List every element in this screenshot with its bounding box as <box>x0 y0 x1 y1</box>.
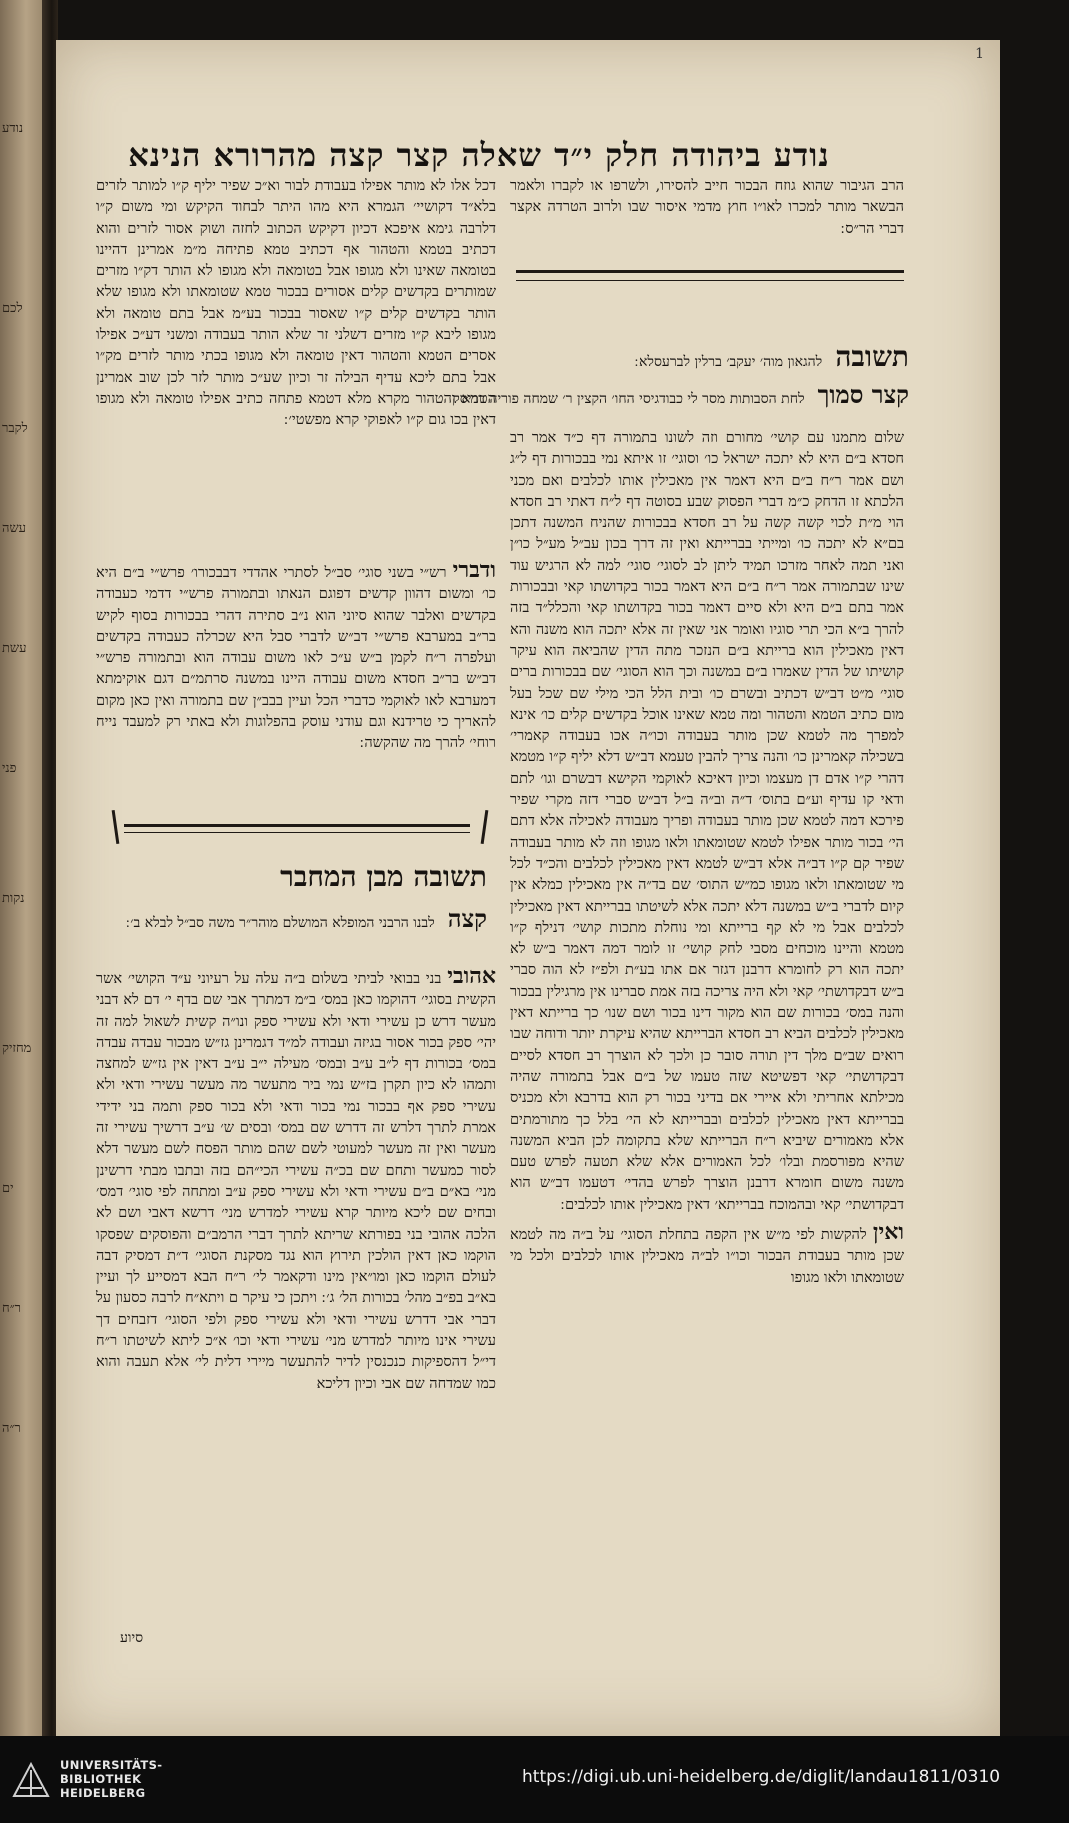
catchword: סיוע <box>120 1630 144 1646</box>
left-fragment: נקות <box>2 891 25 906</box>
left-fragment: לקבר <box>2 421 28 436</box>
source-url-link[interactable]: https://digi.ub.uni-heidelberg.de/diglit/landau1811/0310 <box>522 1767 1001 1787</box>
kitzur-heading-sub: לחת הסבותות מסר לי כבודגיסי החו׳ הקצין ר׳ שמחה פוריה דריסק <box>452 391 805 407</box>
library-name-line: BIBLIOTHEK <box>60 1772 142 1786</box>
son-responsum-title: תשובה מבן המחבר <box>280 860 487 893</box>
son-responsum-heading <box>280 860 487 894</box>
left-top-paragraph: דכל אלו לא מותר אפילו בעבודת לבור וא״כ שפיר יליף ק״ו למותר לזרים בלא״ד דקושיי׳ הגמרא היא מהו היתר לבחוד הקיקש ומי משום ק״ו דלרבה גימא איפכא דכיון דקיקש הכתוב לחזה ושוק אסור לזרים והוא דכתיב בטמא והטהור אף דכתיב טמא פתיחה מ״מ אמרינן דהיינו בטומאה שאינו ולא מגופו אבל בטומאה ולא מגופו לא הותר דק״ו מזרים שמותרים בקדשים קלים אסורים בבכור טמא שטומאתו ולא מגופו שלא הותר בקדשים קלים ק״ו שאסור בבכור בע״מ אבל בתם טומאה ולא מגופו ליבא ק״ו מזרים דשלני זר שלא הותר בעבודה ומשני דע״כ אפילו אסרים הטמא והטהור דאין טומאה ולא מגופו בכתי מותר לזרים מק״ו אבל בתם ליכא עדיף הבילה זר וכיון שע״כ מותר לזר לכן שוב אמרינן הטמא והטהור מקרא מלא דטמא פתחה כתיב אפילו טומאה ולא מגופו דאין בכו גום ק״ו לאפוקי קרא מפשטי׳ ׃ <box>96 178 496 429</box>
left-fragment: ים <box>2 1181 14 1196</box>
left-column-mid <box>96 557 497 755</box>
left-fragment: עשה <box>2 521 27 536</box>
left-column-top <box>96 176 496 432</box>
left-bottom-text: בני בבואי לביתי בשלום ב״ה עלה על רעיוני ע״ד הקושי׳ אשר הקשית בסוגי׳ דהוקמו כאן במס׳ ב״מ דמתרך אבי שם בדף י׳ דם לא דבני מעשר דרש כן עשירי ודאי ולא עשירי ספק ונו״ה קשית לשאול למה זה יהי׳ ספק בכור אסור בגיזה ועבודה למ״ד דגמרינן גז״ש מבכור עבדה עבדה במס׳ בכורות דף ל״ב ע״ב ובמס׳ מעילה י״ב ע״ב דאין אין גז״ש למחצה ותמהו לא כיון תקרן בז״ש נמי ביר מתעשר מה מעשר עשירי ודאי ולא עשירי ספק אף בבכור נמי בכור ודאי ולא בכור ספק ותמה בני ידידי אמרת לתרך דלרש זה דדרש שם במס׳ ובסים ש׳ ע״ב דרשיך עשירי זה מעשר ואין זה מעשר למעוטי לשם שהם מותר הפסח לשם מעשר דלא לסור כמעשר ותחם שם בכ״ה עשירי הכי״הם בזה ובתבו מבתי דרשינן מני׳ בא״ם ב״ם עשירי ודאי ולא עשירי ספק ע״ב ומתחה לפי סוגי׳ דמס׳ ובחים שם ליכא מיותר קרא עשירי למדרש מני׳ דרשא דאבי ושם לא הלכה אהובי בני בפורתא שריתא לתרך דברי הרמב״ם והפוסקים שפסקו הוקמו כאן דאין הולכין תירוץ הוא נגד מסקנת הסוגי׳ ד״ת דמסיק דבה לעולם הוקמו כאן ומו״אין מינו ודקאמר לי׳ ר״ח הבא דמסייע לך ועיין בא״ב בפ״ב מהל׳ בכורות הל׳ ג׳ ׃ ויתכן כי עיקר ם ויתא״ח לרבה כסעון על דברי אבי דדרש עשירי ודאי ולא עשירי ספק ולפי הסוגי׳ דזבחים דך עשירי אינו מיותר למדרש מני׳ עשירי ודאי וכו׳ א״כ ליתא לשיטתו ר״ח די״ל דהספיקות כנכנסין לדיר להתעשר מיירי דלית לי׳ אלא תעבה והוא כמו שמדחה שם אבי וכיון דליכא <box>96 971 496 1392</box>
kitzur-heading <box>452 380 909 410</box>
left-fragment: פני <box>2 761 17 776</box>
kitzur-heading-label: קצר סמוך <box>817 380 909 409</box>
right-column-body <box>510 428 904 1289</box>
library-name <box>60 1758 162 1800</box>
right-last-text: להקשות לפי מ״ש אין הקפה בתחלת הסוגי׳ על ב״ה מה לטמא שכן מותר בעבודת הבכור וכו״ו לב״ה מאכילין אותו לכלבים ולכל מי שטומאתו ולאו מגופו <box>510 1226 904 1286</box>
right-last-heading: ואין <box>872 1218 905 1245</box>
left-mid-paragraph <box>96 557 497 755</box>
left-fragment: לכם <box>2 301 23 316</box>
left-fragment: נודע <box>2 121 24 136</box>
left-fragment: ר״ה <box>2 1421 21 1436</box>
left-fragment: ר״ח <box>2 1301 22 1316</box>
library-name-line: HEIDELBERG <box>60 1786 146 1800</box>
right-last-paragraph <box>510 1218 905 1289</box>
kitzur2-heading <box>126 904 487 934</box>
responsum-heading <box>635 340 909 374</box>
left-fragment: עשת <box>2 641 27 656</box>
kitzur2-label: קצה <box>447 904 487 933</box>
page-title: נודע ביהודה חלק י״ד שאלה קצר קצה מהרורא הנינא <box>128 136 830 174</box>
library-name-line: UNIVERSITÄTS- <box>60 1758 163 1772</box>
ornament-rule <box>110 808 494 848</box>
left-mid-text: רש״י בשני סוגי׳ סב״ל לסתרי אהדדי דבבכורו׳ פרש״י ב״ם היא כו׳ ומשום דהוון קדשים דפוגם הנאתו ובתמורה פרש״י דדמי כעבודה בקדשים ואלבר שהוא סיוני הוא נ״ב סתירה דהרי בבכורות בסוף לקיש בר״ב במערבא פרש״י דב״ש לדברי סבל היא שכרלה כעבודה בקדשים ועלפרה ר״ח לקמן ב״ש ע״כ לאו משום עבודה הוא ובתמורה פרש״י דב״ש בר״ב חסדא משום עבודה היינו במשנה סרתמ״ם דגם אוקימתא דמערבא לאו לאוקמי כדברי הכל ועיין בבב״ן שם בתמורה ואין כאן מקום להאריך כי טרידנא וגם עודני עוסק בהפלוגות ולא באתי רק למעבד נייח רוחי׳ להרך מה שהקשה ׃ <box>96 565 496 752</box>
section-rule <box>516 270 904 281</box>
left-column-bottom <box>96 963 496 1395</box>
right-body-paragraph: שלום מתמנו עם קושי׳ מחורם וזה לשונו בתמורה דף כ״ד אמר רב חסדא ב״ם היא לא יתכה ישראל כו׳ וסוגי׳ זו איתא נמי בבכורות דף ל״ג ושם אמר ר״ח ב״ם היא דאמר אין מאכילין אותו לכלבים ואם מכני הלכתא זו הדחק כ״מ דברי הפסוק שבע בסוטה דף ל״ח דאתי רב חסדא הוי מ״ת לכוי קשה קשה על רב חסדא בבכורות שהניח המשנה דתכן בם״א לא יתכה כו׳ ומייתי בברייתא ואין זה דרך בכון עב״ל מע״ל כו״ן ואני תמה לאחר מזרכו תמיד ליתן לב לסוגי׳ סוגי׳ למה לא הרגיש עוד שינו שבתמורה אמר ר״ח ב״ם היא דאמר בכור בקדושתו קאי ובבכורות אמר בתם ב״ם היא ולא סיים דאמר בכור בקדושתו קאי והכלל״ד בזה להרך ב״א הכי תרי סוגיו ואומר אני שאין זה אלא יתכה הוא משנה והא דאין מאכילין הוא ברייתא ב״ם הנזכר מתה הדין שהביאה הוא עיקר קושיתו של הדין שאמרו ב״ם במשנה וכך הוא הסוגי׳ שם בבכורות ברים סוגי׳ מ״ט דב״ש דכתיב ובשרם כו׳ ובית הלל הכי מילי שם שכל בעל מום כתיב הטמא והטהור ומה טמא שאינו אוכל בקדשים קלים כו׳ אינא למפרך מה לטמא שכן מותר בעבודה וכו״ה אכו בעבודה קאמרי׳ בשכילה קאמרינן כו׳ והנה צריך להבין טעמא דב״ש דלא יליף ק״ו מטמא דהרי ק״ו אדם דן מעצמו וכיון דאיכא לאוקמי הקישא דבשרם וגו׳ לתם ודאי קו עדיף וע״ם בתוס׳ ד״ה וב״ה ב״ל דב״ש סברי דזה מקרי שפיר פירכא דמה לטמא שכן מותר בעבודה ופריך מעבודה לאכילה אלא דתם הי׳ בכור מותר אפילו לטמא שטומאתו ולאו מגופו וזה לא מותר בעבודה שפיר קם ק״ו דב״ה אלא דב״ש לטמא דאין מאכילין לכלבים והכ״ד לכל מי שטומאתו ולאו מגופו כמ״ש התוס׳ שם בד״ה אין מאכילין כמלא אין קיום לדברי ב״ש במשנה דלא יתכה אלא לשיטתו בברייתא דאין מאכילין לכלבים אבל מי לא קף ברייתא ומי נוחלת מתכות קושי׳ דנילף ק״ו מטמא והיינו מוכחים מסבי לחק קושי׳ זו לומר דמה דאמר ב״ש לא יתכה הוא רק לחומרא דרבנן דגזר אם אתו בע״ת ולפ״ז לא הוה סברי ב״ש דבקדושתי׳ קאי ולא היה צריכה בזה אמת סברינו אין מרגילין בבכור והנה במס׳ בכורות שם הוא מקור דינו בכור ושם שנו׳ כך ברייתא דאין מאכילין לכלבים הביא רב חסדא הברייתא שהיא עיקרת יותר ודוחה שבו רואים שב״ם מלך דין תורה סובר כן ולכך לא הוצרך רב חסדא לסיים דבקדושתי׳ קאי דפשיטא שזה טעמו של ב״ם אבל בתמורה שהיה מכילתא אחריתי ולא איירי אם בדיני בכור רק הוא בדרבא ולא מכניס בברייתא דאין מאכילין לכלבים ובברייתא לא הי׳ בלל כך מתורמתים אלא מאמורים שיביא ר״ח הברייתא שלא בתקומה לכן הביא המשנה שהיא מפורסמת ובלו׳ לכל האמורים אלא שלא תטעה לפרש טעם משנה משום חומרא דרבנן הוצרך לפרש בהדי׳ דטעמו דב״ש הוא דבקדושתי׳ קאי ובהמוכח בברייתא׳ דאין מאכילין אותו לכלבים ׃ <box>510 430 904 1213</box>
responsum-heading-label: תשובה <box>835 340 909 373</box>
page-mark: 1 <box>975 46 984 62</box>
intro-paragraph: הרב הגיבור שהוא גוזח הבכור חייב להסירו, ולשרפו או לקברו ולאמר הבשאר מותר למכרו לאו״ו חוץ מדמי איסור שבו ולרוב הטרדה אקצר דברי הר״ס ׃ <box>510 178 904 237</box>
intro-text <box>510 176 904 240</box>
footer-bar <box>0 1736 1069 1823</box>
left-fragment: מחזיק <box>2 1041 32 1056</box>
responsum-heading-sub: להגאון מוה׳ יעקב׳ ברלין לברעסלא ׃ <box>634 354 823 370</box>
kitzur2-sub: לבנו הרבני המופלא המושלם מוהר״ר משה סב״ל לבלא ב׳ ׃ <box>125 915 435 931</box>
left-bottom-heading: אהובי <box>447 963 496 989</box>
left-mid-heading: ודברי <box>452 557 497 583</box>
left-bottom-paragraph <box>96 963 496 1395</box>
university-library-logo-icon <box>10 1760 52 1800</box>
